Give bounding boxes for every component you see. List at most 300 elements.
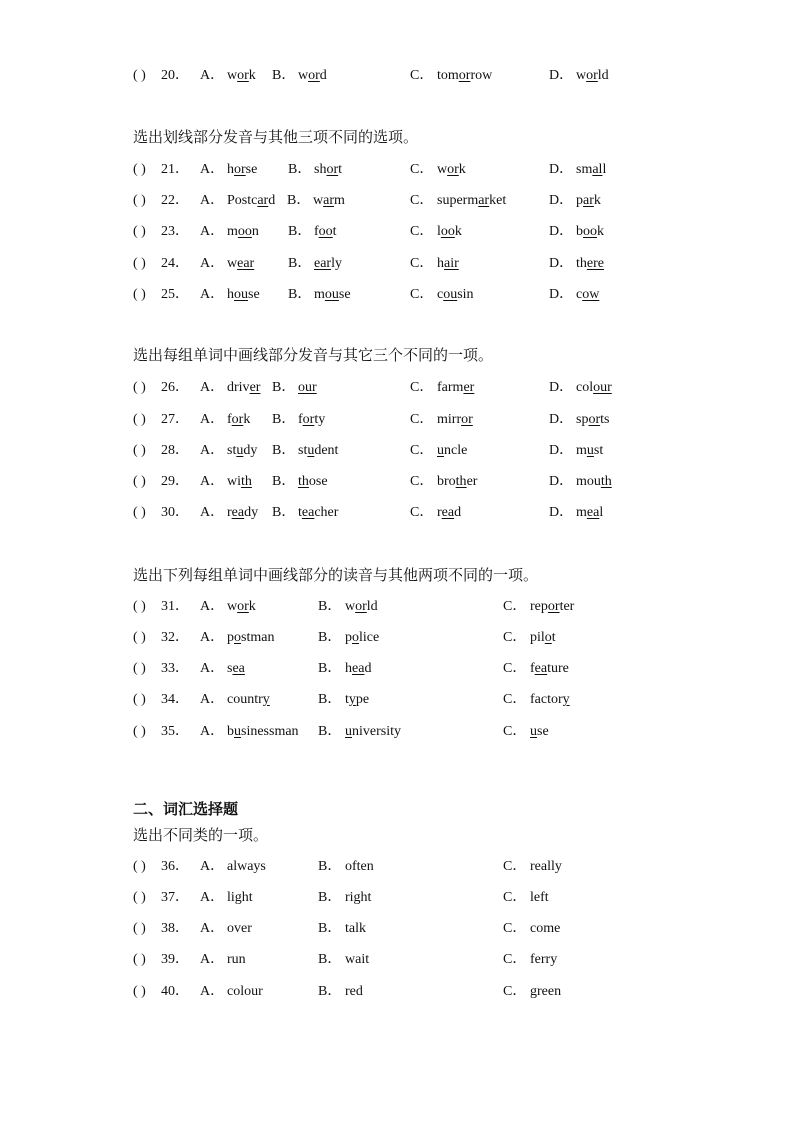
word-prefix: sp (576, 412, 589, 427)
option-word (576, 472, 612, 492)
option-word (298, 378, 317, 398)
option-word (345, 857, 374, 877)
question-row (0, 222, 794, 242)
answer-blank[interactable]: ( ) (133, 952, 146, 967)
question-row (0, 378, 794, 398)
word-prefix: f (298, 412, 303, 427)
section-instruction-row (0, 127, 794, 147)
question-row (0, 472, 794, 492)
option-letter: B． (318, 630, 342, 645)
option-word (530, 690, 570, 710)
question-row (0, 722, 794, 742)
answer-blank[interactable]: ( ) (133, 287, 146, 302)
word-prefix: f (227, 412, 232, 427)
underlined-part: y (562, 692, 570, 707)
question-row (0, 857, 794, 877)
underlined-part: al (592, 162, 603, 177)
word-suffix: d (268, 193, 276, 208)
option-word (345, 919, 366, 939)
word-suffix: ter (559, 599, 575, 614)
answer-blank[interactable]: ( ) (133, 380, 146, 395)
word-suffix: d (364, 661, 372, 676)
word-suffix: d (319, 68, 327, 83)
option-word (576, 66, 609, 86)
option-letter: A． (200, 599, 225, 614)
underlined-part: or (302, 412, 315, 427)
option-letter: B． (272, 505, 296, 520)
underlined-part: o (544, 630, 552, 645)
word-suffix: m (334, 193, 345, 208)
word-prefix: w (227, 68, 238, 83)
question-row (0, 950, 794, 970)
option-letter: A． (200, 724, 225, 739)
underlined-part: er (463, 380, 475, 395)
option-letter: D． (549, 162, 574, 177)
option-letter: A． (200, 890, 225, 905)
answer-blank[interactable]: ( ) (133, 505, 146, 520)
word-prefix: talk (345, 921, 366, 936)
option-letter: C． (410, 256, 434, 271)
word-prefix: pil (530, 630, 545, 645)
option-letter: C． (503, 599, 527, 614)
option-letter: C． (503, 984, 527, 999)
underlined-part: th (298, 474, 309, 489)
answer-blank[interactable]: ( ) (133, 859, 146, 874)
question-number: 24． (161, 256, 189, 271)
underlined-part: u (437, 443, 444, 458)
underlined-part: or (326, 162, 339, 177)
word-suffix: niversity (352, 724, 401, 739)
option-letter: D． (549, 505, 574, 520)
answer-blank[interactable]: ( ) (133, 984, 146, 999)
question-row (0, 191, 794, 211)
section-instruction-row (0, 565, 794, 585)
answer-blank[interactable]: ( ) (133, 921, 146, 936)
underlined-part: or (237, 68, 249, 83)
question-number: 22． (161, 193, 189, 208)
word-suffix: ld (597, 68, 609, 83)
option-word (298, 410, 325, 430)
option-letter: D． (549, 224, 574, 239)
word-suffix: k (454, 224, 462, 239)
option-letter: A． (200, 380, 225, 395)
word-prefix: always (227, 859, 266, 874)
question-number: 26． (161, 380, 189, 395)
option-word (227, 191, 275, 211)
option-word (345, 628, 379, 648)
word-suffix: d (454, 505, 462, 520)
option-letter: C． (503, 859, 527, 874)
word-suffix: k (248, 68, 256, 83)
word-prefix: tom (437, 68, 459, 83)
word-suffix: se (338, 287, 351, 302)
option-letter: B． (318, 692, 342, 707)
question-row (0, 919, 794, 939)
word-prefix: really (530, 859, 562, 874)
section-title: 二、词汇选择题 (133, 800, 239, 818)
underlined-part: u (586, 443, 594, 458)
option-word (530, 597, 574, 617)
word-suffix: er (466, 474, 478, 489)
option-letter: D． (549, 412, 574, 427)
option-letter: D． (549, 443, 574, 458)
underlined-part: our (593, 380, 612, 395)
option-letter: B． (288, 162, 312, 177)
option-word (227, 160, 257, 180)
question-number: 39． (161, 952, 189, 967)
option-word (437, 441, 467, 461)
question-number: 20． (161, 68, 189, 83)
option-letter: B． (272, 443, 296, 458)
answer-blank[interactable]: ( ) (133, 68, 146, 83)
option-word (437, 410, 473, 430)
option-letter: C． (503, 890, 527, 905)
section-instruction-row (0, 825, 794, 845)
section-title-row (0, 799, 794, 819)
option-letter: D． (549, 68, 574, 83)
word-prefix: h (227, 287, 234, 302)
underlined-part: y (262, 692, 270, 707)
option-letter: A． (200, 162, 225, 177)
underlined-part: ou (234, 287, 248, 302)
option-letter: B． (318, 724, 342, 739)
underlined-part: oo (440, 224, 455, 239)
underlined-part: u (234, 724, 241, 739)
word-prefix: Postc (227, 193, 258, 208)
word-suffix: l (602, 162, 607, 177)
question-row (0, 254, 794, 274)
word-suffix: t (332, 224, 337, 239)
word-prefix: sh (314, 162, 327, 177)
word-prefix: left (530, 890, 549, 905)
answer-blank[interactable]: ( ) (133, 724, 146, 739)
underlined-part: ear (314, 256, 332, 271)
question-number: 36． (161, 859, 189, 874)
answer-blank[interactable]: ( ) (133, 193, 146, 208)
option-word (530, 888, 549, 908)
word-prefix: col (576, 380, 594, 395)
option-letter: B． (318, 984, 342, 999)
option-letter: A． (200, 443, 225, 458)
option-letter: B． (318, 859, 342, 874)
word-prefix: f (530, 661, 535, 676)
question-row (0, 628, 794, 648)
option-word (345, 597, 378, 617)
option-letter: C． (410, 287, 434, 302)
option-word (298, 472, 328, 492)
question-number: 23． (161, 224, 189, 239)
underlined-part: ar (323, 193, 335, 208)
word-suffix: l (599, 505, 604, 520)
underlined-part: ear (237, 256, 255, 271)
option-letter: B． (318, 661, 342, 676)
word-suffix: k (248, 599, 256, 614)
word-prefix: w (298, 68, 309, 83)
word-prefix: driv (227, 380, 250, 395)
option-letter: A． (200, 256, 225, 271)
word-suffix: se (537, 724, 549, 739)
underlined-part: or (355, 599, 367, 614)
option-letter: D． (549, 380, 574, 395)
option-letter: B． (288, 287, 312, 302)
option-word (345, 982, 363, 1002)
word-prefix: l (437, 224, 441, 239)
word-suffix: ld (366, 599, 378, 614)
option-letter: B． (272, 380, 296, 395)
answer-blank[interactable]: ( ) (133, 162, 146, 177)
question-number: 29． (161, 474, 189, 489)
section-instruction: 选出不同类的一项。 (133, 826, 269, 844)
word-prefix: p (576, 193, 583, 208)
option-word (314, 254, 342, 274)
word-prefix: come (530, 921, 561, 936)
question-number: 33． (161, 661, 189, 676)
question-row (0, 285, 794, 305)
option-word (576, 503, 603, 523)
word-prefix: s (227, 661, 233, 676)
word-suffix: ket (489, 193, 507, 208)
word-prefix: c (437, 287, 444, 302)
underlined-part: or (234, 162, 246, 177)
option-letter: A． (200, 224, 225, 239)
option-letter: A． (200, 630, 225, 645)
question-number: 27． (161, 412, 189, 427)
question-number: 28． (161, 443, 189, 458)
question-row (0, 160, 794, 180)
option-word (576, 222, 604, 242)
question-row (0, 410, 794, 430)
word-suffix: st (593, 443, 604, 458)
question-row (0, 503, 794, 523)
answer-blank[interactable]: ( ) (133, 443, 146, 458)
word-prefix: run (227, 952, 246, 967)
word-suffix: ture (547, 661, 569, 676)
word-suffix: sin (457, 287, 474, 302)
option-letter: A． (200, 505, 225, 520)
option-word (345, 888, 371, 908)
underlined-part: ea (441, 505, 455, 520)
underlined-part: o (234, 630, 241, 645)
option-letter: C． (410, 412, 434, 427)
answer-blank[interactable]: ( ) (133, 412, 146, 427)
option-word (227, 659, 245, 679)
word-prefix: m (227, 224, 238, 239)
word-prefix: countr (227, 692, 263, 707)
question-row (0, 982, 794, 1002)
word-prefix: h (345, 661, 352, 676)
word-prefix: w (227, 599, 238, 614)
word-prefix: sm (576, 162, 593, 177)
option-letter: B． (288, 256, 312, 271)
option-word (227, 472, 252, 492)
option-letter: D． (549, 287, 574, 302)
word-prefix: t (298, 505, 302, 520)
question-number: 31． (161, 599, 189, 614)
option-letter: A． (200, 193, 225, 208)
word-prefix: light (227, 890, 253, 905)
option-letter: B． (318, 952, 342, 967)
word-prefix: wi (227, 474, 241, 489)
answer-blank[interactable]: ( ) (133, 256, 146, 271)
option-letter: C． (503, 661, 527, 676)
underlined-part: or (461, 412, 473, 427)
underlined-part: oo (318, 224, 333, 239)
option-letter: D． (549, 193, 574, 208)
option-word (227, 888, 253, 908)
underlined-part: air (444, 256, 459, 271)
option-letter: A． (200, 287, 225, 302)
underlined-part: our (298, 380, 317, 395)
option-letter: C． (503, 921, 527, 936)
word-prefix: r (227, 505, 232, 520)
word-suffix: dy (244, 505, 259, 520)
answer-blank[interactable]: ( ) (133, 692, 146, 707)
answer-blank[interactable]: ( ) (133, 661, 146, 676)
option-letter: A． (200, 474, 225, 489)
word-suffix: pe (355, 692, 370, 707)
word-prefix: c (576, 287, 583, 302)
option-letter: B． (318, 890, 342, 905)
option-word (227, 597, 256, 617)
word-prefix: h (227, 162, 234, 177)
section-instruction: 选出下列每组单词中画线部分的读音与其他两项不同的一项。 (133, 566, 539, 584)
word-suffix: sinessman (241, 724, 299, 739)
word-prefix: w (437, 162, 448, 177)
word-prefix: m (576, 505, 587, 520)
word-prefix: rep (530, 599, 548, 614)
underlined-part: or (586, 68, 598, 83)
option-word (437, 160, 466, 180)
word-suffix: ncle (444, 443, 468, 458)
word-suffix: n (251, 224, 259, 239)
option-word (314, 160, 342, 180)
question-number: 38． (161, 921, 189, 936)
question-number: 30． (161, 505, 189, 520)
option-word (227, 222, 259, 242)
option-word (345, 722, 401, 742)
underlined-part: u (236, 443, 244, 458)
option-letter: B． (272, 474, 296, 489)
option-letter: B． (288, 224, 312, 239)
word-prefix: colour (227, 984, 263, 999)
word-suffix: ose (308, 474, 328, 489)
word-prefix: mirr (437, 412, 462, 427)
underlined-part: y (348, 692, 356, 707)
word-suffix: se (248, 287, 260, 302)
word-prefix: t (345, 692, 349, 707)
underlined-part: or (231, 412, 244, 427)
question-number: 40． (161, 984, 189, 999)
option-word (313, 191, 345, 211)
word-prefix: th (576, 256, 587, 271)
underlined-part: ow (582, 287, 600, 302)
underlined-part: or (547, 599, 560, 614)
word-suffix: stman (241, 630, 275, 645)
option-word (576, 160, 606, 180)
word-suffix: row (470, 68, 493, 83)
underlined-part: or (588, 412, 601, 427)
option-word (437, 503, 461, 523)
option-word (314, 222, 337, 242)
option-letter: C． (410, 380, 434, 395)
word-suffix: dent (314, 443, 339, 458)
option-word (298, 503, 338, 523)
option-letter: C． (410, 505, 434, 520)
answer-blank[interactable]: ( ) (133, 474, 146, 489)
word-prefix: st (227, 443, 237, 458)
underlined-part: oo (583, 224, 597, 239)
word-prefix: over (227, 921, 252, 936)
option-word (530, 950, 557, 970)
option-word (227, 919, 252, 939)
option-word (437, 66, 492, 86)
underlined-part: ar (583, 193, 594, 208)
option-word (437, 222, 462, 242)
word-suffix: t (338, 162, 343, 177)
option-word (298, 441, 338, 461)
word-prefix: red (345, 984, 363, 999)
question-row (0, 659, 794, 679)
word-suffix: ty (314, 412, 326, 427)
word-prefix: w (313, 193, 324, 208)
option-word (437, 378, 474, 398)
underlined-part: u (345, 724, 352, 739)
option-letter: A． (200, 952, 225, 967)
option-word (576, 191, 601, 211)
section-instruction-row (0, 345, 794, 365)
option-letter: C． (503, 630, 527, 645)
word-prefix: mou (576, 474, 601, 489)
answer-blank[interactable]: ( ) (133, 224, 146, 239)
option-letter: A． (200, 412, 225, 427)
underlined-part: u (307, 443, 315, 458)
answer-blank[interactable]: ( ) (133, 630, 146, 645)
option-word (345, 690, 369, 710)
section-instruction: 选出每组单词中画线部分发音与其它三个不同的一项。 (133, 346, 494, 364)
underlined-part: ou (324, 287, 339, 302)
option-word (530, 857, 562, 877)
word-prefix: factor (530, 692, 563, 707)
word-prefix: ferry (530, 952, 558, 967)
option-letter: A． (200, 859, 225, 874)
underlined-part: er (249, 380, 261, 395)
question-number: 37． (161, 890, 189, 905)
word-suffix: ts (600, 412, 610, 427)
option-word (345, 659, 371, 679)
answer-blank[interactable]: ( ) (133, 890, 146, 905)
option-letter: C． (503, 692, 527, 707)
option-letter: C． (410, 474, 434, 489)
word-prefix: right (345, 890, 372, 905)
option-word (576, 441, 603, 461)
underlined-part: ea (586, 505, 600, 520)
option-word (437, 472, 477, 492)
option-letter: A． (200, 661, 225, 676)
word-suffix: ly (331, 256, 342, 271)
word-prefix: f (314, 224, 319, 239)
option-word (227, 503, 258, 523)
word-prefix: r (437, 505, 442, 520)
option-word (530, 628, 556, 648)
option-letter: D． (549, 256, 574, 271)
option-letter: B． (272, 412, 296, 427)
option-word (437, 254, 459, 274)
word-prefix: b (576, 224, 583, 239)
answer-blank[interactable]: ( ) (133, 599, 146, 614)
question-row (0, 888, 794, 908)
option-letter: B． (318, 599, 342, 614)
word-prefix: often (345, 859, 374, 874)
